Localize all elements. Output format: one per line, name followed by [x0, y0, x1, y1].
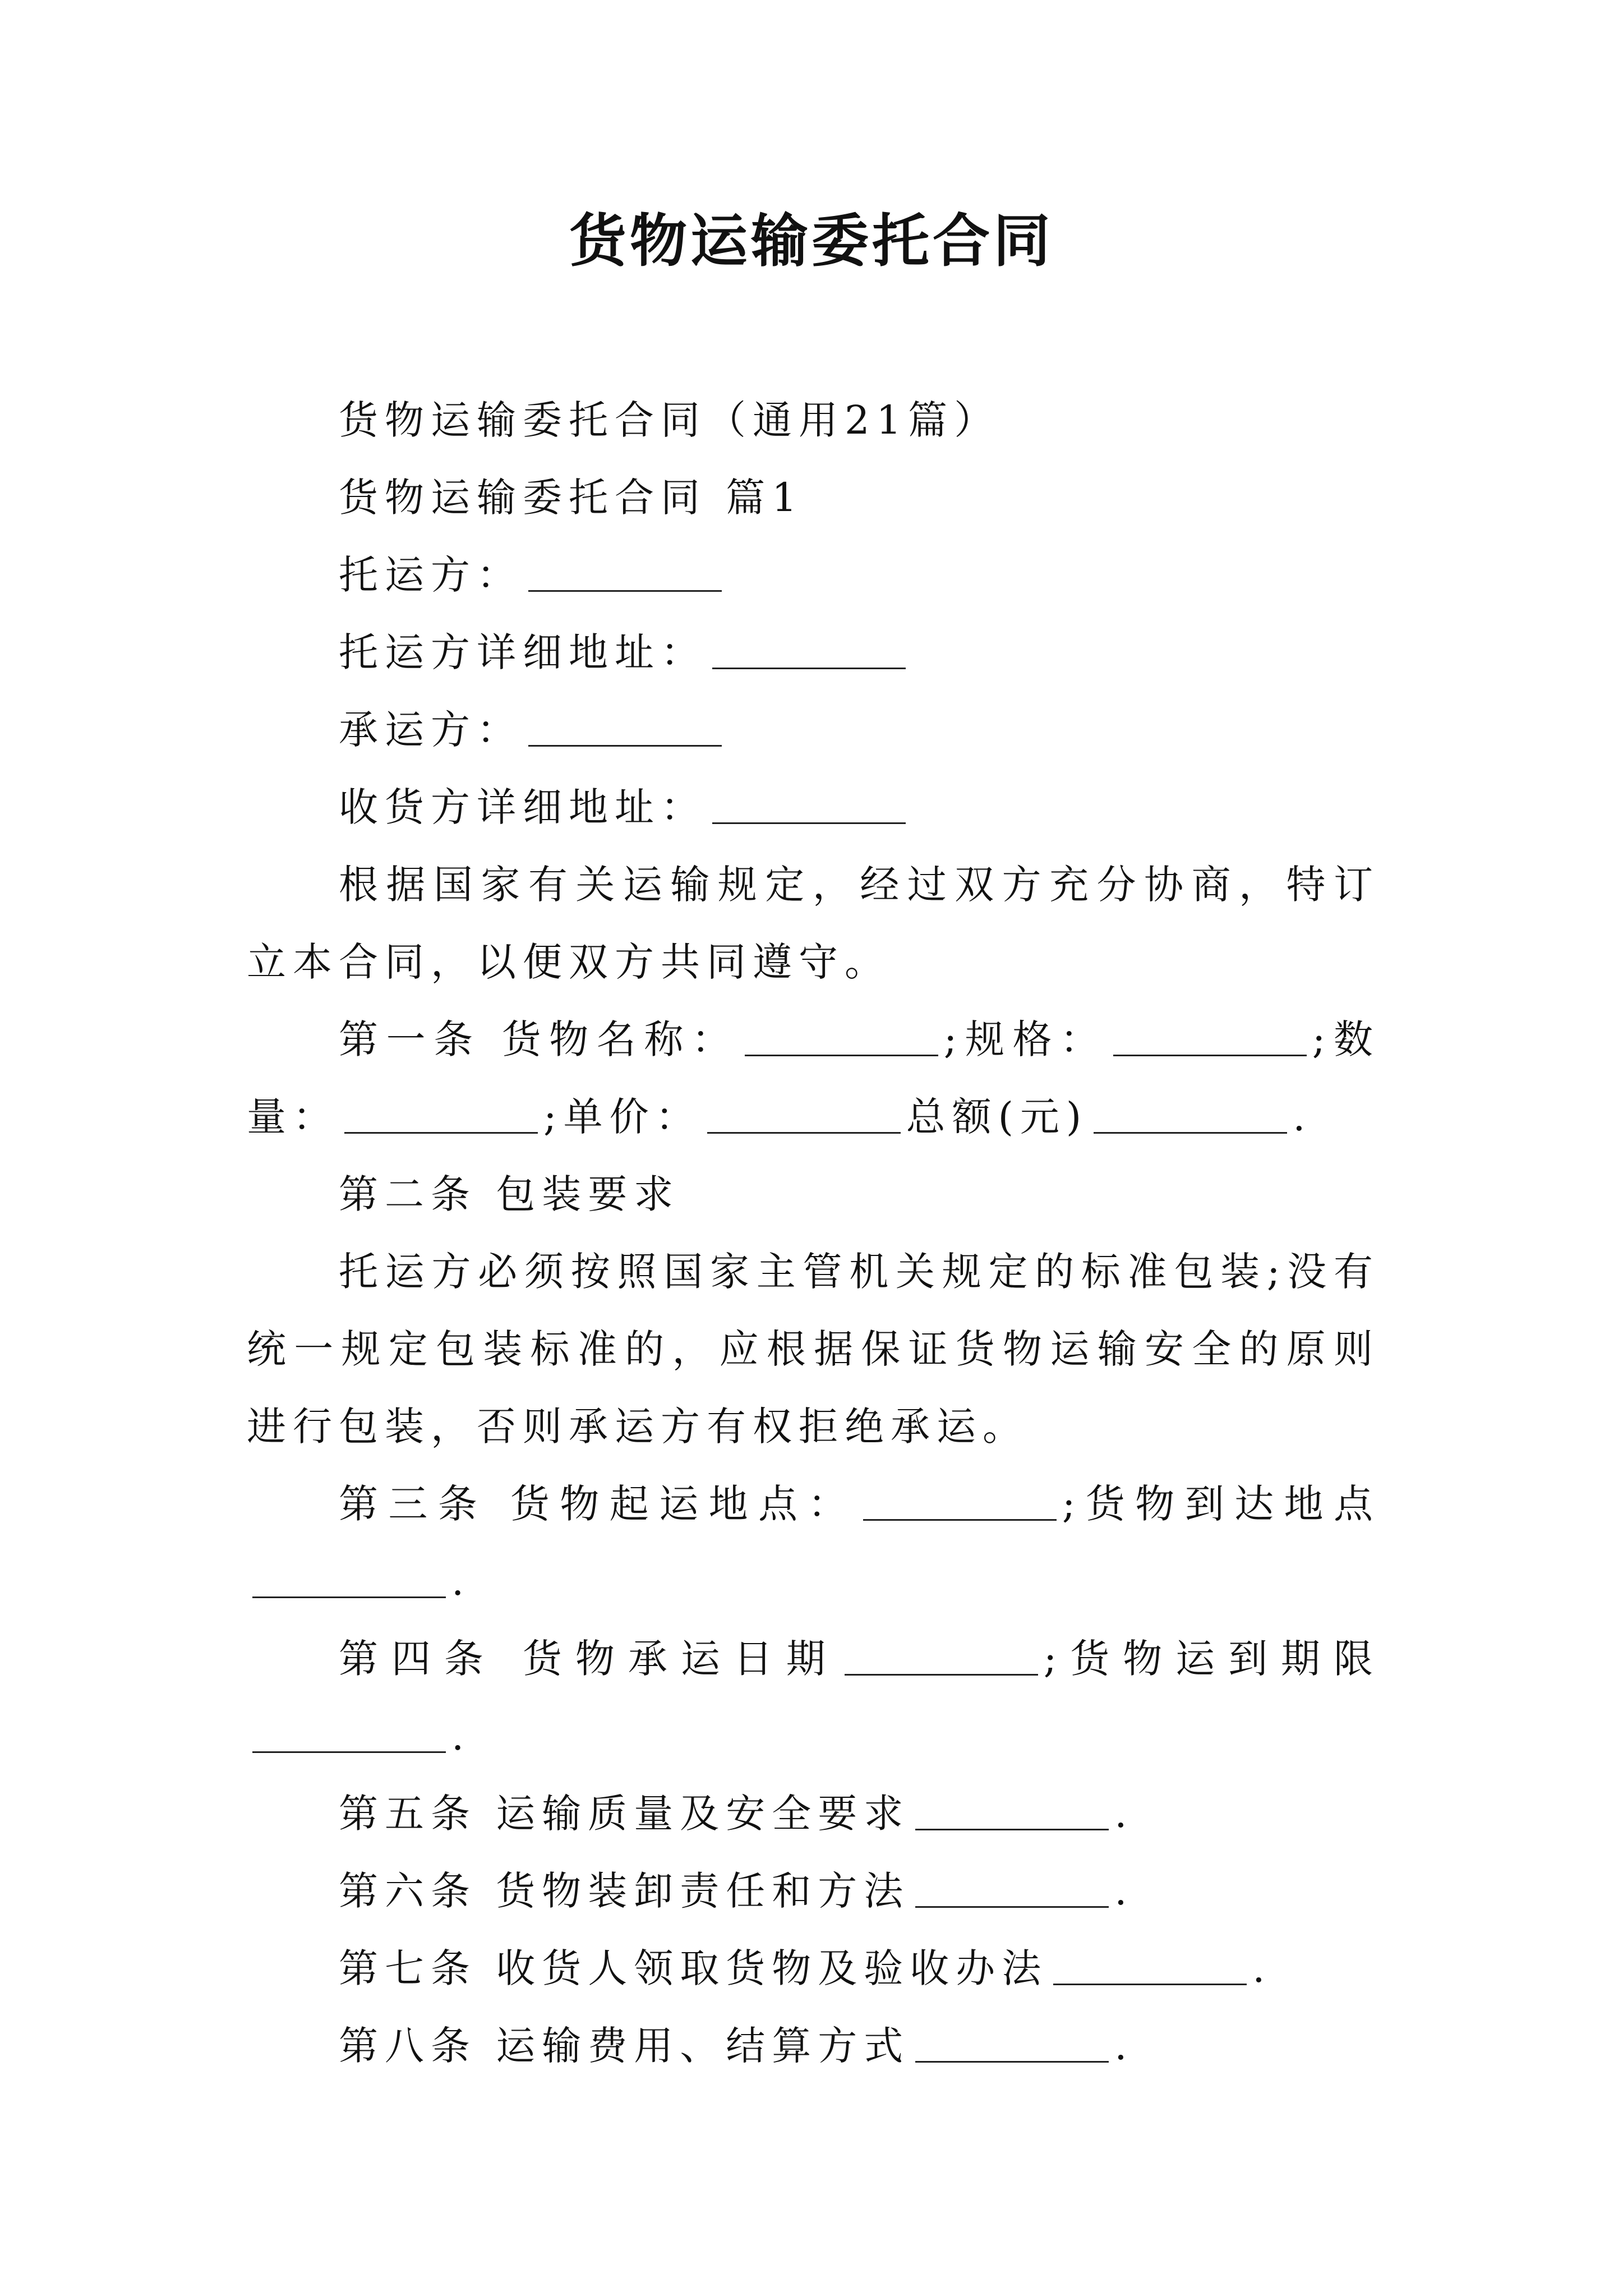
consignee-address-label: 收货方详细地址：: [339, 784, 707, 830]
article6-text: 第六条 货物装卸责任和方法: [339, 1868, 910, 1914]
article1-quantity-label: ;数量：: [247, 1016, 1380, 1140]
article-2-text: 托运方必须按照国家主管机关规定的标准包装;没有统一规定包装标准的，应根据保证货物运输安全的原则进行包装，否则承运方有权拒绝承运。: [247, 1249, 1380, 1450]
article4-middle: ;货物运到期限: [1043, 1636, 1380, 1682]
total-blank[interactable]: [1094, 1095, 1287, 1134]
article4-end: .: [451, 1713, 471, 1759]
goods-name-blank[interactable]: [745, 1018, 938, 1056]
carrier-line: [247, 691, 1380, 769]
article-6: [247, 1852, 1380, 1930]
article8-end: .: [1114, 2023, 1134, 2069]
article7-end: .: [1252, 1945, 1272, 1991]
article5-end: .: [1114, 1791, 1134, 1837]
article6-end: .: [1114, 1868, 1134, 1914]
unit-price-blank[interactable]: [707, 1095, 901, 1134]
article1-end: .: [1293, 1094, 1312, 1140]
article-4: [247, 1620, 1380, 1775]
ship-date-blank[interactable]: [845, 1637, 1038, 1676]
article5-blank[interactable]: [915, 1792, 1109, 1830]
origin-blank[interactable]: [863, 1482, 1057, 1521]
quantity-blank[interactable]: [344, 1095, 538, 1134]
article3-prefix: 第三条 货物起运地点：: [339, 1481, 857, 1527]
article1-unit-price-label: ;单价：: [543, 1094, 702, 1140]
article4-prefix: 第四条 货物承运日期: [339, 1636, 839, 1682]
delivery-deadline-blank[interactable]: [252, 1714, 446, 1753]
article-7: [247, 1930, 1380, 2007]
article7-blank[interactable]: [1053, 1947, 1247, 1985]
carrier-label: 承运方：: [339, 707, 523, 753]
article-3: [247, 1465, 1380, 1620]
spec-blank[interactable]: [1113, 1018, 1307, 1056]
intro-paragraph: 根据国家有关运输规定，经过双方充分协商，特订立本合同，以便双方共同遵守。: [247, 862, 1380, 985]
carrier-blank[interactable]: [528, 708, 722, 747]
article1-prefix: 第一条 货物名称：: [339, 1016, 739, 1062]
article1-total-label: 总额(元): [906, 1094, 1089, 1140]
consignee-address-line: [247, 769, 1380, 846]
article8-blank[interactable]: [915, 2024, 1109, 2063]
shipper-blank[interactable]: [528, 553, 722, 592]
document-title: 货物运输委托合同: [569, 208, 1054, 275]
article-5: [247, 1775, 1380, 1852]
article-1: [247, 1001, 1380, 1156]
shipper-address-line: [247, 614, 1380, 691]
destination-blank[interactable]: [252, 1559, 446, 1598]
document-body: [247, 381, 1380, 2085]
shipper-line: [247, 536, 1380, 614]
article-2-heading: 第二条 包装要求: [339, 1171, 680, 1217]
shipper-label: 托运方：: [339, 552, 523, 598]
article5-text: 第五条 运输质量及安全要求: [339, 1791, 910, 1837]
article-8: [247, 2007, 1380, 2085]
shipper-address-label: 托运方详细地址：: [339, 629, 707, 675]
article3-end: .: [451, 1558, 471, 1604]
article7-text: 第七条 收货人领取货物及验收办法: [339, 1945, 1048, 1991]
consignee-address-blank[interactable]: [712, 785, 906, 824]
shipper-address-blank[interactable]: [712, 631, 906, 669]
article3-middle: ;货物到达地点: [1062, 1481, 1380, 1527]
article6-blank[interactable]: [915, 1869, 1109, 1908]
document-subtitle: 货物运输委托合同（通用21篇）: [339, 397, 1000, 443]
article1-spec-label: ;规格：: [943, 1016, 1108, 1062]
section-heading: 货物运输委托合同 篇1: [339, 475, 804, 521]
article8-text: 第八条 运输费用、结算方式: [339, 2023, 910, 2069]
